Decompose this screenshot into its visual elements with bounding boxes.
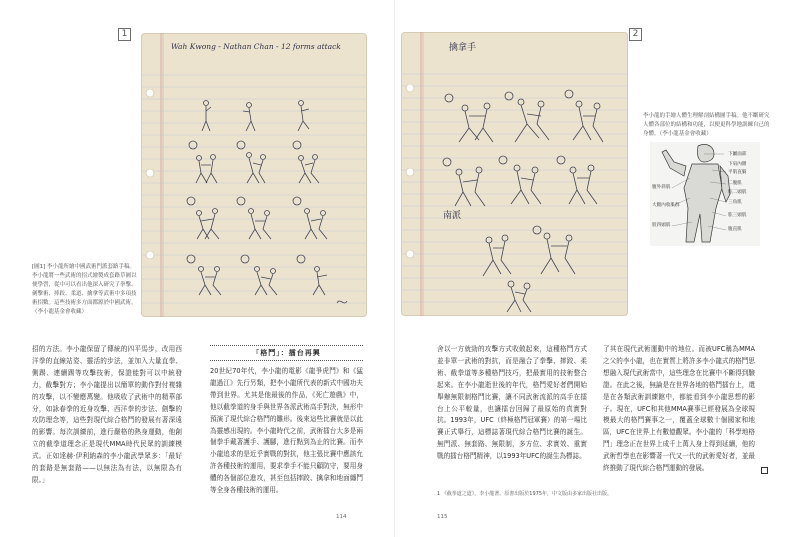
anatomy-label-9: 腹外斜肌 <box>652 185 671 190</box>
anatomy-label-10: 大腿內收肌群 <box>652 203 680 208</box>
right-notebook-title: 擒拿手 <box>449 43 477 53</box>
page-number-right: 115 <box>437 514 448 520</box>
footnote: 1 《截拳道之道》，李小龍著。原書出版於1975年，中文版由多家出版社出版。 <box>437 491 612 497</box>
anatomy-label-1: 下屬面部 <box>728 152 747 157</box>
left-figure-caption: [圖1] 李小龍所繪中國武術門派套路手稿。李小龍將一些武術的招式繪製成套路草圖以便學習，從中可以看出他深入研究了拳擊、劍擊術、摔跤、柔道、擒拿等武術中多項技術招數。這些技術多方面都源於中國武術。（李小龍基金會收藏） <box>32 264 137 315</box>
article-end-mark <box>761 467 768 474</box>
right-notebook-note: 南派 <box>443 211 462 221</box>
left-notebook-manuscript <box>141 33 367 317</box>
right-page <box>395 0 790 537</box>
figure-number-1: 1 <box>118 28 131 41</box>
anatomy-label-6: 三角肌 <box>728 200 742 205</box>
left-body-text-2: 20世紀70年代，李小龍的電影《龍爭虎鬥》和《猛龍過江》先行另類，把李小龍所代表的新式中國功夫帶到世界。尤其是他最後的作品，《死亡遊戲》中，他以截拳道的身手與世界各派武術高手對決，無形中預演了現代綜合格鬥的雛形。後來這些比賽就是以此為靈感出現的。李小龍時代之前，武術擂台大多是兩個拳手戴著護手、護腳，進行點到為止的比賽。而李小龍追求的是近乎實戰的對抗，他主張比賽中應該允許各種技術的運用，要求拳手不能只顧防守，要用身體的各個部位進攻，甚至包括摔跤、擒拿和地面纏鬥等全身各種技術的運用。 <box>210 367 363 495</box>
left-notebook-title: Wah Kwong - Nathan Chan - 12 forms attack <box>171 42 341 51</box>
anatomy-label-8: 腹直肌 <box>728 227 742 232</box>
page-number-left: 114 <box>336 514 347 520</box>
right-body-text-1: 舍以一方就勁的攻擊方式收斂起來，這種格鬥方式並非單一武術的對抗，而是融合了拳擊、摔跤、柔術、截拳道等多種格鬥技巧，把最實用的技術整合起來。在李小龍逝世後的年代，格鬥愛好者們開始舉辦無限制格鬥比賽，讓不同武術流派的高手在擂台上公平較量，也讓擂台回歸了最原始的真實對抗。1993年，UFC（終極格鬥冠軍賽）的第一場比賽正式舉行，這標誌著現代綜合格鬥比賽的誕生。無門派、無套路、無限制，多方位、求實效、重實戰的擂台格鬥精神，以1993年UFC的誕生為標誌。 <box>437 345 587 461</box>
anatomy-label-7: 肱三頭肌 <box>728 213 747 218</box>
right-body-column-1 <box>437 344 587 478</box>
anatomy-label-5: 肱二頭肌 <box>728 190 747 195</box>
anatomy-illustration <box>650 142 760 246</box>
right-body-column-2 <box>603 344 755 478</box>
anatomy-label-2: 下肩內側 <box>728 162 747 167</box>
left-body-column-2 <box>210 366 363 495</box>
figure-number-2: 2 <box>629 28 642 41</box>
section-heading: 「格鬥」：擂台再興 <box>252 349 321 357</box>
anatomy-label-4: 二腹肌 <box>728 181 742 186</box>
anatomy-label-3: 平肌直膈 <box>728 170 747 175</box>
right-body-text-2: 了其在現代武術運動中的地位。而被UFC稱為MMA之父的李小龍，也在實質上將許多李小龍式的格鬥思想融入現代武術當中，這些理念在比賽中不斷得到驗證。在此之後，無論是在世界各地的格鬥擂台上，還是在各類武術訓練館中，都能看到李小龍思想的影子。現在，UFC和其他MMA賽事已經發展為全球規模最大的格鬥賽事之一，覆蓋全球數十個國家和地區，UFC在世界上有數億觀眾。李小龍的「科學地格鬥」理念正在世界上成千上萬人身上得到延續，他的武術哲學也在影響著一代又一代的武術愛好者，並最終推動了現代綜合格鬥運動的發展。 <box>603 345 755 473</box>
right-notebook-manuscript <box>401 32 628 316</box>
heading-rule-top <box>210 345 363 346</box>
right-notebook-drawing <box>401 32 628 316</box>
left-body-column-1 <box>32 344 182 488</box>
right-figure-caption: 李小龍的手繪人體生理解剖結構圖手稿。他不斷研究人體各部位的結構和功能，以便更科學地訓練自己的身體。（李小龍基金會收藏） <box>643 113 770 137</box>
left-notebook-drawing <box>141 33 367 317</box>
left-body-text-1: 招的方法。李小龍保留了傳統的四平馬步，改用西洋拳的直線站姿、靈活的步法，並加入大量直拳、側踢、連續踢等攻擊技術，保證能對可以中統發力，截擊對方；李小龍提出以簡單的動作對付複雜的攻擊，以不變應萬變。他吸收了武術中的精華部分，如詠春拳的近身攻擊、西洋拳的步法、劍擊的攻防理念等，這些對現代綜合格鬥的發展有著深遠的影響。每次訓練前，進行嚴格的熱身運動，他創立的截拳道理念正是現代MMA時代民眾的訓練模式。正如達赫·伊利納森的李小龍武學眾多：「最好的套路是無套路——以無法為有法，以無限為有限。」 <box>32 345 182 484</box>
heading-rule-bottom <box>210 360 363 361</box>
anatomy-label-11: 股四頭肌 <box>652 223 671 228</box>
